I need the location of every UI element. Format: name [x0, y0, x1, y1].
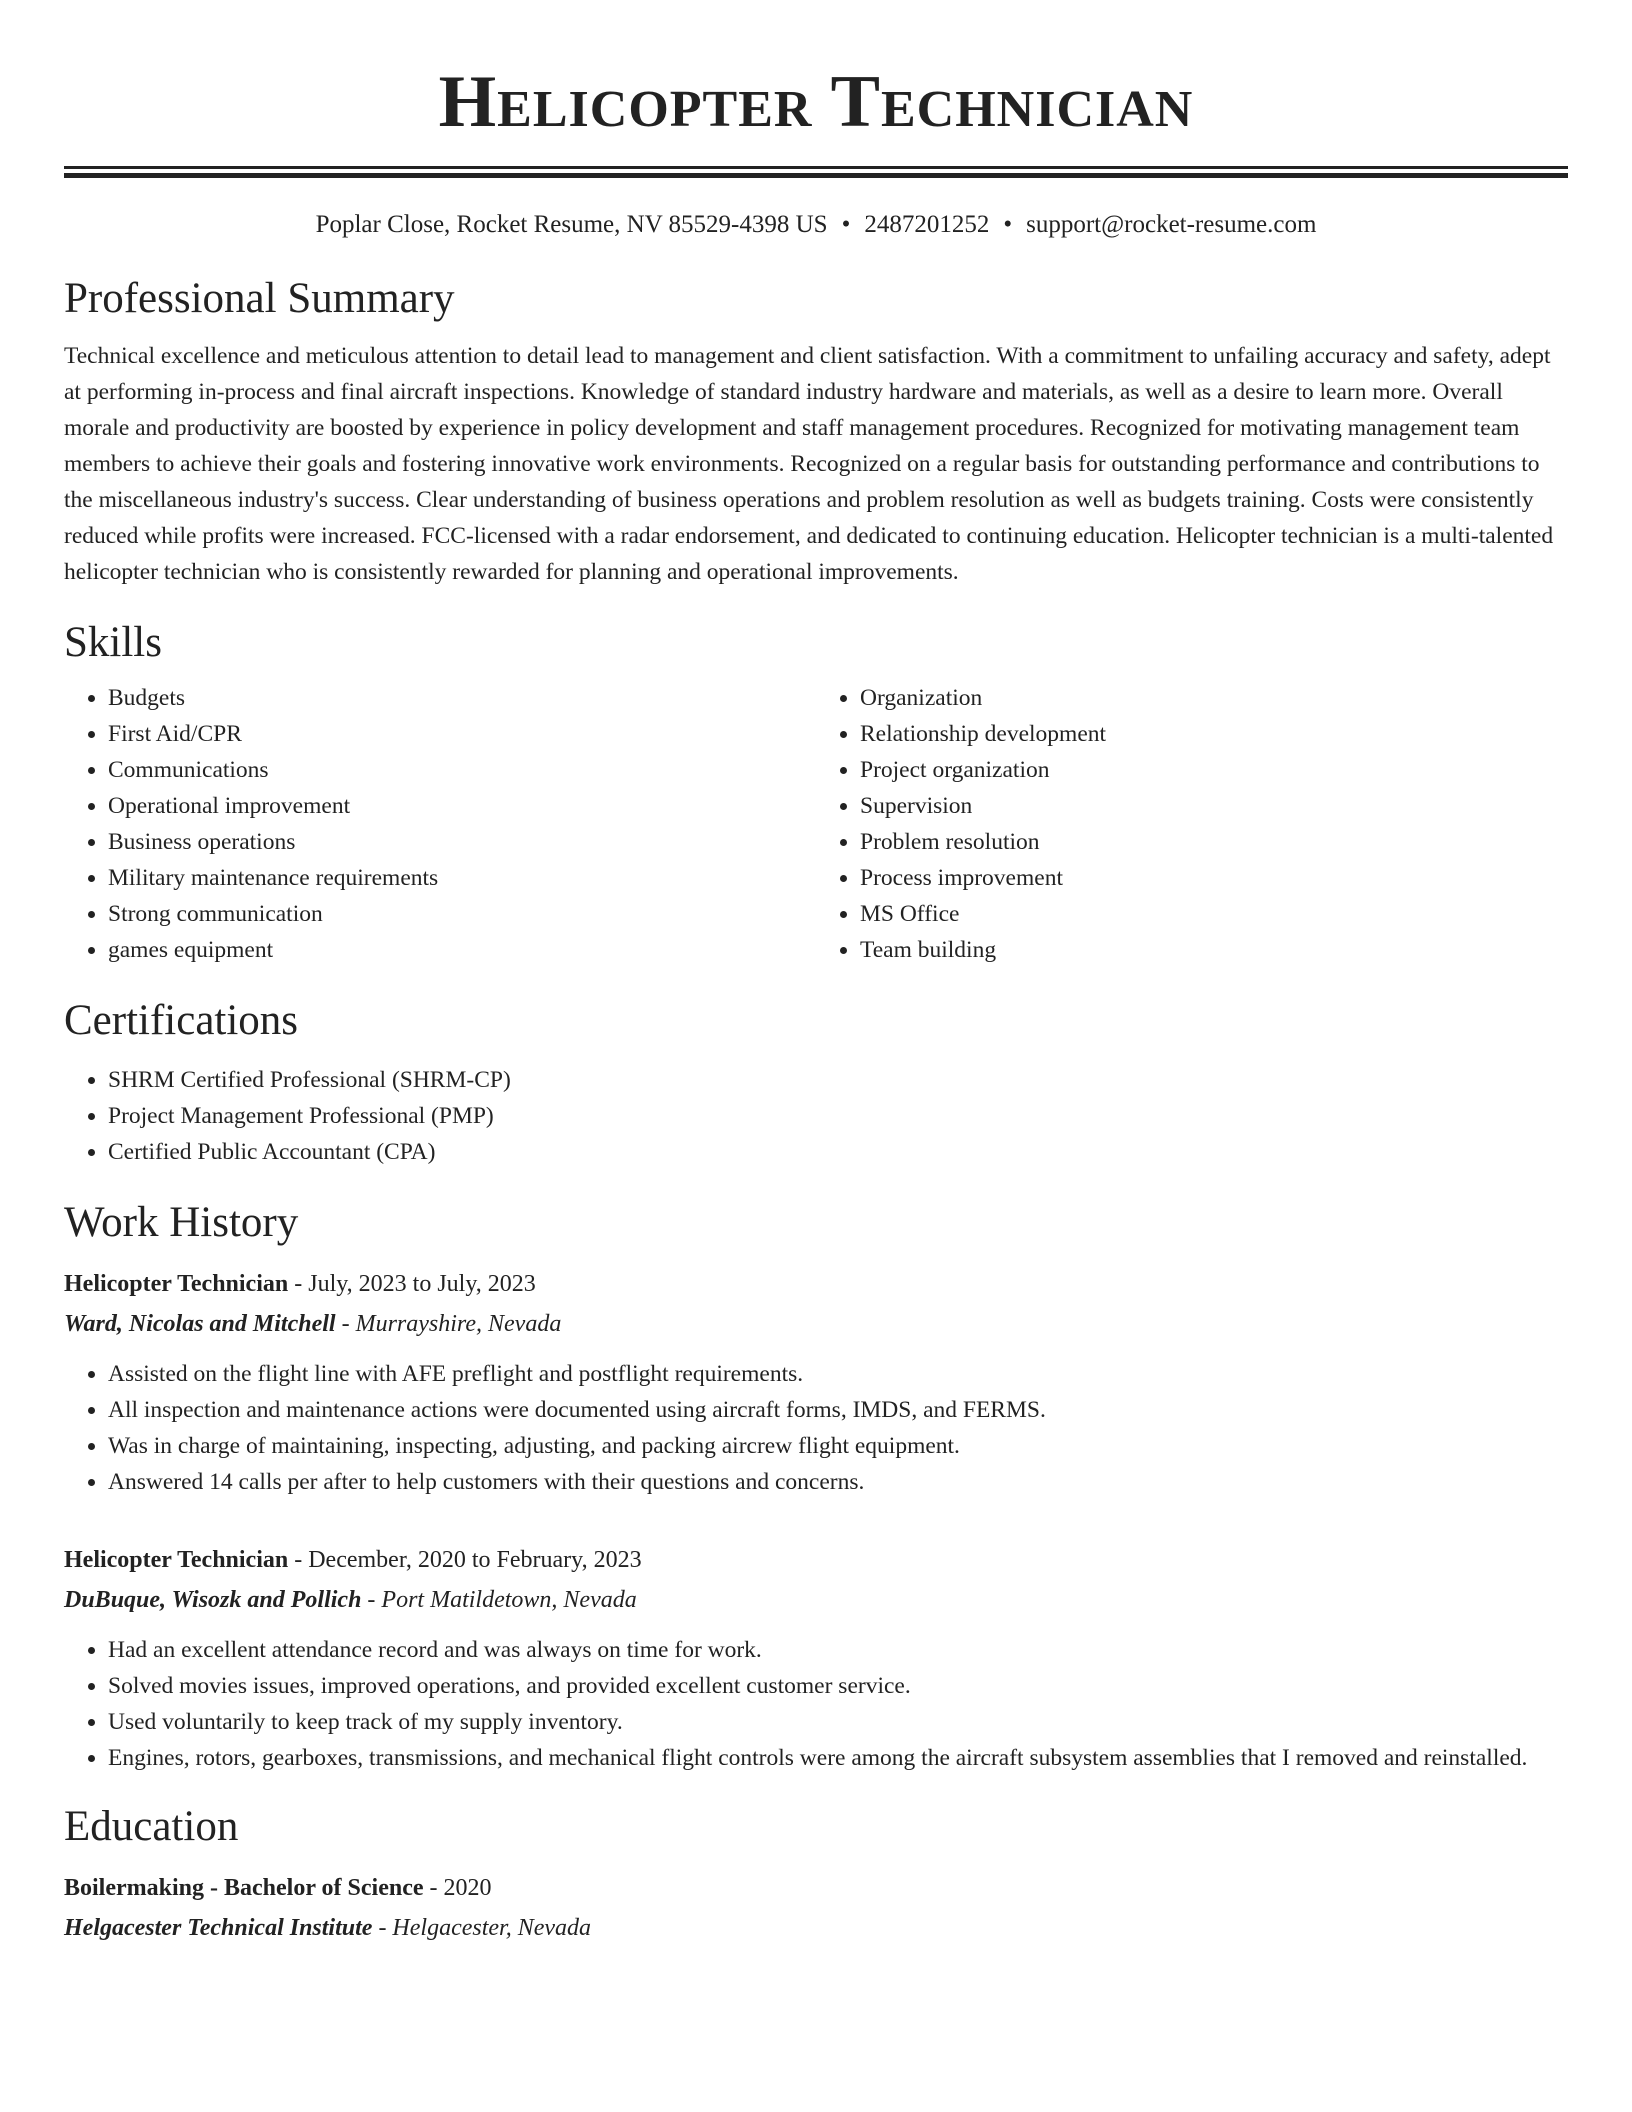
contact-line	[64, 208, 1568, 242]
job-company: Ward, Nicolas and Mitchell	[64, 1311, 336, 1337]
education-heading: Education	[64, 1803, 239, 1850]
skills-heading: Skills	[64, 619, 162, 666]
job-title-line	[64, 1264, 1568, 1304]
skill-item: • Military maintenance requirements	[108, 860, 816, 896]
contact-separator: •	[1003, 211, 1013, 238]
job-duty: • Used voluntarily to keep track of my supply inventory.	[108, 1704, 1568, 1740]
contact-separator: •	[841, 211, 851, 238]
skill-item: • First Aid/CPR	[108, 716, 816, 752]
job-entry	[64, 1540, 1568, 1776]
skill-item: • Operational improvement	[108, 788, 816, 824]
skill-item: • Business operations	[108, 824, 816, 860]
job-company-line	[64, 1580, 1568, 1620]
certifications-list	[64, 1062, 1568, 1170]
candidate-name: Helicopter Technician	[438, 61, 1194, 143]
job-duty: • Assisted on the flight line with AFE preflight and postflight requirements.	[108, 1356, 1568, 1392]
job-dates: - December, 2020 to February, 2023	[288, 1547, 642, 1573]
summary-heading: Professional Summary	[64, 275, 455, 322]
skill-item: • Communications	[108, 752, 816, 788]
skill-item: • Project organization	[860, 752, 1568, 788]
skill-item: • Problem resolution	[860, 824, 1568, 860]
job-role: Helicopter Technician	[64, 1547, 289, 1573]
degree-year: - 2020	[423, 1875, 492, 1901]
certification-item: • Certified Public Accountant (CPA)	[108, 1134, 1568, 1170]
certification-item: • Project Management Professional (PMP)	[108, 1098, 1568, 1134]
skill-item: • Strong communication	[108, 896, 816, 932]
skills-columns	[64, 680, 1568, 968]
job-company-line	[64, 1304, 1568, 1344]
job-duties-list	[64, 1632, 1568, 1776]
school-line	[64, 1908, 1568, 1948]
contact-address: Poplar Close, Rocket Resume, NV 85529-4398 US	[315, 211, 828, 238]
skills-list-right	[816, 680, 1568, 968]
summary-text: Technical excellence and meticulous attention to detail lead to management and client satisfaction. With a commitment to unfailing accuracy and safety, adept at performing in-process and final aircraft inspections. Knowledge of standard industry hardware and materials, as well as a desire to learn more. Overall morale and productivity are boosted by experience in policy development and staff management procedures. Recognized for motivating management team members to achieve their goals and fostering innovative work environments. Recognized on a regular basis for outstanding performance and contributions to the miscellaneous industry's success. Clear understanding of business operations and problem resolution as well as budgets training. Costs were consistently reduced while profits were increased. FCC-licensed with a radar endorsement, and dedicated to continuing education. Helicopter technician is a multi-talented helicopter technician who is consistently rewarded for planning and operational improvements.	[64, 343, 1554, 585]
skill-item: • Relationship development	[860, 716, 1568, 752]
job-duty: • Was in charge of maintaining, inspecting, adjusting, and packing aircrew flight equipment.	[108, 1428, 1568, 1464]
school-name: Helgacester Technical Institute	[64, 1915, 373, 1941]
job-title-line	[64, 1540, 1568, 1580]
job-location: - Port Matildetown, Nevada	[361, 1587, 637, 1613]
job-role: Helicopter Technician	[64, 1271, 289, 1297]
job-dates: - July, 2023 to July, 2023	[288, 1271, 536, 1297]
degree-name: Boilermaking - Bachelor of Science	[64, 1875, 424, 1901]
skill-item: • games equipment	[108, 932, 816, 968]
skill-item: • Process improvement	[860, 860, 1568, 896]
job-duty: • Solved movies issues, improved operations, and provided excellent customer service.	[108, 1668, 1568, 1704]
job-duty: • Answered 14 calls per after to help customers with their questions and concerns.	[108, 1464, 1568, 1500]
skills-list-left	[64, 680, 816, 968]
work-history-heading: Work History	[64, 1199, 299, 1246]
degree-line	[64, 1868, 1568, 1908]
job-entry	[64, 1264, 1568, 1500]
skill-item: • Team building	[860, 932, 1568, 968]
skill-item: • MS Office	[860, 896, 1568, 932]
job-duties-list	[64, 1356, 1568, 1500]
certification-item: • SHRM Certified Professional (SHRM-CP)	[108, 1062, 1568, 1098]
job-location: - Murrayshire, Nevada	[335, 1311, 562, 1337]
education-entry	[64, 1868, 1568, 1948]
skill-item: • Supervision	[860, 788, 1568, 824]
job-duty: • Had an excellent attendance record and was always on time for work.	[108, 1632, 1568, 1668]
job-company: DuBuque, Wisozk and Pollich	[64, 1587, 362, 1613]
school-location: - Helgacester, Nevada	[372, 1915, 592, 1941]
skill-item: • Organization	[860, 680, 1568, 716]
certifications-heading: Certifications	[64, 997, 299, 1044]
job-duty: • Engines, rotors, gearboxes, transmissions, and mechanical flight controls were among the aircraft subsystem assemblies that I removed and reinstalled.	[108, 1740, 1568, 1776]
skill-item: • Budgets	[108, 680, 816, 716]
header-divider	[64, 166, 1568, 178]
contact-phone: 2487201252	[864, 211, 990, 238]
job-duty: • All inspection and maintenance actions were documented using aircraft forms, IMDS, and FERMS.	[108, 1392, 1568, 1428]
contact-email: support@rocket-resume.com	[1026, 211, 1317, 238]
